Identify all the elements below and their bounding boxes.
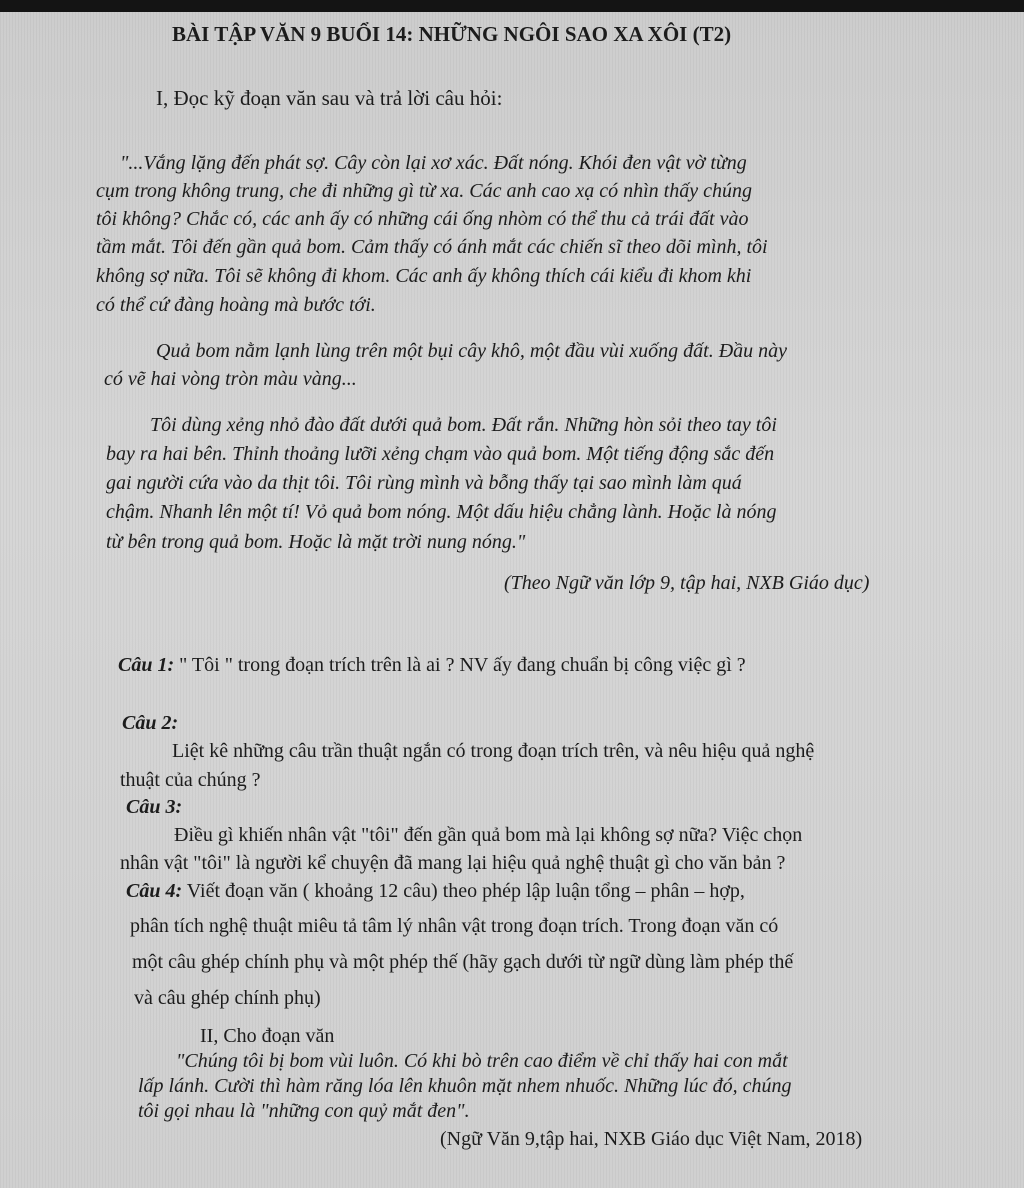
question-2-line: Liệt kê những câu trần thuật ngắn có trong đoạn trích trên, và nêu hiệu quả nghệ [172, 740, 815, 762]
passage1-line: Tôi dùng xẻng nhỏ đào đất dưới quả bom. Đất rắn. Những hòn sỏi theo tay tôi [150, 414, 777, 436]
passage1-line: tôi không? Chắc có, các anh ấy có những cái ống nhòm có thể thu cả trái đất vào [96, 208, 749, 230]
passage1-source: (Theo Ngữ văn lớp 9, tập hai, NXB Giáo dục) [504, 572, 870, 594]
question-1 [118, 654, 746, 677]
passage1-line: có thể cứ đàng hoàng mà bước tới. [96, 294, 376, 316]
question-1-text: " Tôi " trong đoạn trích trên là ai ? NV ấy đang chuẩn bị công việc gì ? [179, 654, 746, 676]
question-2-line: thuật của chúng ? [120, 769, 261, 791]
passage1-line: "...Vắng lặng đến phát sợ. Cây còn lại xơ xác. Đất nóng. Khói đen vật vờ từng [120, 152, 747, 174]
part1-heading: I, Đọc kỹ đoạn văn sau và trả lời câu hỏi: [156, 86, 503, 110]
passage1-line: tầm mắt. Tôi đến gần quả bom. Cảm thấy có ánh mắt các chiến sĩ theo dõi mình, tôi [96, 236, 768, 258]
question-3-label: Câu 3: [126, 796, 183, 818]
passage1-line: từ bên trong quả bom. Hoặc là mặt trời nung nóng." [106, 531, 526, 553]
passage1-line: có vẽ hai vòng tròn màu vàng... [104, 368, 357, 390]
passage1-line: không sợ nữa. Tôi sẽ không đi khom. Các anh ấy không thích cái kiểu đi khom khi [96, 265, 752, 287]
passage1-line: cụm trong không trung, che đi những gì từ xa. Các anh cao xạ có nhìn thấy chúng [96, 180, 752, 202]
question-4-line: một câu ghép chính phụ và một phép thế (hãy gạch dưới từ ngữ dùng làm phép thế [132, 951, 794, 973]
question-3-line: Điều gì khiến nhân vật "tôi" đến gần quả bom mà lại không sợ nữa? Việc chọn [174, 824, 803, 846]
question-1-label: Câu 1: [118, 654, 175, 676]
passage1-line: gai người cứa vào da thịt tôi. Tôi rùng mình và bỗng thấy tại sao mình làm quá [106, 472, 742, 494]
question-2-label: Câu 2: [122, 712, 179, 734]
question-4-line: và câu ghép chính phụ) [134, 987, 321, 1009]
passage1-line: chậm. Nhanh lên một tí! Vỏ quả bom nóng. Một dấu hiệu chẳng lành. Hoặc là nóng [106, 501, 777, 523]
document-page [0, 12, 1024, 1188]
passage2-source: (Ngữ Văn 9,tập hai, NXB Giáo dục Việt Nam, 2018) [440, 1128, 863, 1150]
question-4-line: Viết đoạn văn ( khoảng 12 câu) theo phép lập luận tổng – phân – hợp, [186, 880, 745, 902]
question-4-label: Câu 4: [126, 880, 183, 902]
passage1-line: Quả bom nằm lạnh lùng trên một bụi cây khô, một đầu vùi xuống đất. Đầu này [156, 340, 788, 362]
question-3-line: nhân vật "tôi" là người kể chuyện đã mang lại hiệu quả nghệ thuật gì cho văn bản ? [120, 852, 786, 874]
question-4 [126, 880, 745, 903]
passage2-line: "Chúng tôi bị bom vùi luôn. Có khi bò trên cao điểm về chỉ thấy hai con mắt [176, 1050, 788, 1072]
passage1-line: bay ra hai bên. Thỉnh thoảng lưỡi xẻng chạm vào quả bom. Một tiếng động sắc đến [106, 443, 775, 465]
passage2-line: lấp lánh. Cười thì hàm răng lóa lên khuôn mặt nhem nhuốc. Những lúc đó, chúng [138, 1075, 792, 1097]
part2-heading: II, Cho đoạn văn [200, 1025, 335, 1047]
passage2-line: tôi gọi nhau là "những con quỷ mắt đen". [138, 1100, 470, 1122]
question-4-line: phân tích nghệ thuật miêu tả tâm lý nhân vật trong đoạn trích. Trong đoạn văn có [130, 915, 779, 937]
page-title: BÀI TẬP VĂN 9 BUỔI 14: NHỮNG NGÔI SAO XA XÔI (T2) [172, 22, 732, 46]
